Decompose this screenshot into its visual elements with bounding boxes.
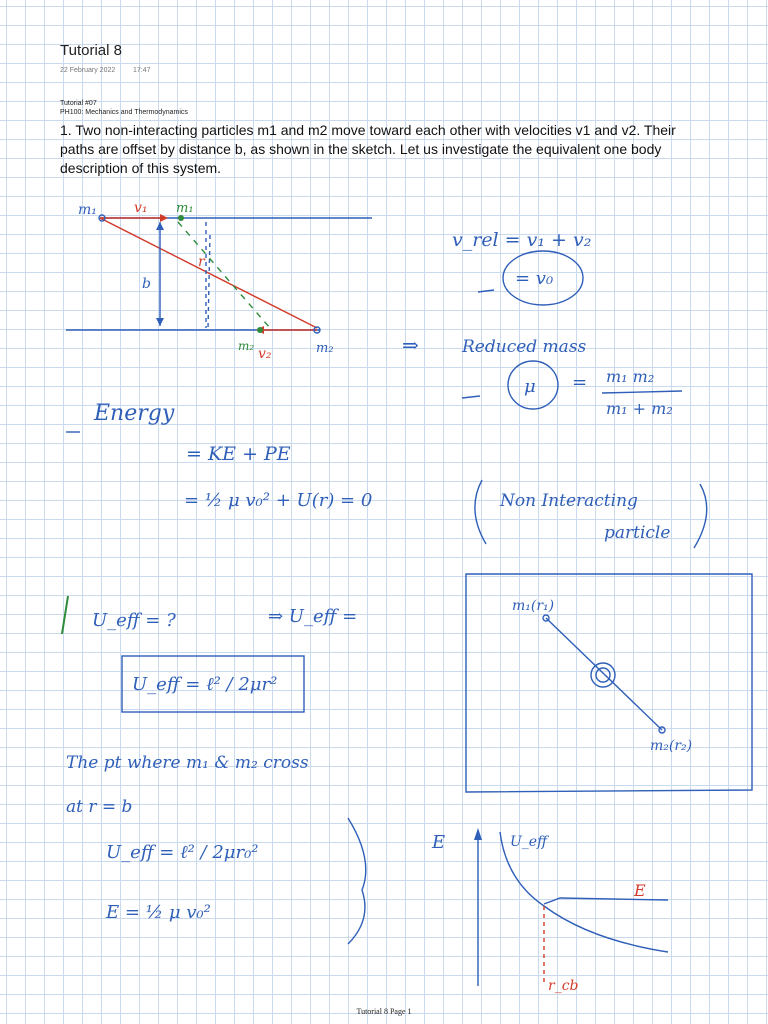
label-r: r [198,254,205,270]
graph-e-label: E [432,832,446,853]
mu-numerator: m₁ m₂ [606,367,655,386]
mu-fraction-bar [602,391,682,393]
graph-ueff-label: U_eff [510,834,548,850]
page-footer: Tutorial 8 Page 1 [356,1007,412,1016]
label-m1: m₁ [78,202,97,218]
vrel-equation: v_rel = v₁ + v₂ [452,229,592,251]
page-title: Tutorial 8 [60,42,122,59]
energy-label: Energy [94,401,175,426]
graph-y-arrowhead [474,828,482,840]
graph-rcb-label: r_cb [548,978,579,994]
cross-point-text: The pt where m₁ & m₂ cross [66,753,309,773]
b-arrowhead-bottom [156,318,164,326]
paren-right [694,484,707,548]
paren-left [475,480,486,544]
system-box [466,574,752,792]
dash-mark-2 [462,396,480,398]
ueff-question: U_eff = ? [92,610,176,631]
label-m2: m₂ [316,341,334,356]
energy-line-blue [544,898,668,904]
ueff-arrow: ⇒ U_eff = [268,606,358,627]
box-m2-label: m₂(r₂) [650,738,693,754]
separation-line [100,218,317,328]
non-interacting-text: Non Interacting [500,491,638,511]
r-equals-b: at r = b [66,797,133,817]
green-dashed-line [178,222,270,328]
cm-circle [591,663,615,687]
green-margin-mark [62,596,68,634]
particle-text: particle [604,523,671,543]
mu-denominator: m₁ + m₂ [606,399,673,418]
energy-expression: = ½ μ v₀² + U(r) = 0 [184,490,373,511]
graph-e-red-label: E [634,881,646,900]
mu-equals: = [572,372,588,393]
reduced-mass-label: Reduced mass [462,337,587,357]
dash-mark [478,290,494,292]
brace [348,818,366,944]
cm-inner [596,668,610,682]
tutorial-label: Tutorial #07 [60,100,97,107]
box-m1-label: m₁(r₁) [512,598,555,614]
b-arrowhead-top [156,222,164,230]
m1-m2-connector [546,618,662,730]
course-label: PH100: Mechanics and Thermodynamics [60,109,188,116]
ke-pe: = KE + PE [186,443,291,465]
dashed-line-right [208,235,210,328]
energy-at-b: E = ½ μ v₀² [106,902,211,923]
v0-text: = v₀ [515,268,554,289]
label-m2-green: m₂ [238,339,255,353]
page-time: 17:47 [133,67,151,74]
label-v1: v₁ [134,200,148,216]
problem-statement: 1. Two non-interacting particles m1 and m2 move toward each other with velocities v1 and v2. Their paths are offset by distance b, as shown in the sketch. Let us investigate the equivalent one body description of this system. [60,122,676,176]
mu-symbol: μ [524,376,536,397]
label-m1-green: m₁ [176,201,194,216]
v1-arrowhead [160,214,168,222]
ueff-at-b: U_eff = ℓ² / 2μr₀² [106,842,259,863]
ueff-boxed-expression: U_eff = ℓ² / 2μr² [132,674,278,695]
page-date: 22 February 2022 [60,67,116,74]
implies-arrow-1: ⇒ [402,333,419,357]
label-v2: v₂ [258,346,272,362]
m2-green-dot [257,327,263,333]
label-b: b [142,276,151,292]
